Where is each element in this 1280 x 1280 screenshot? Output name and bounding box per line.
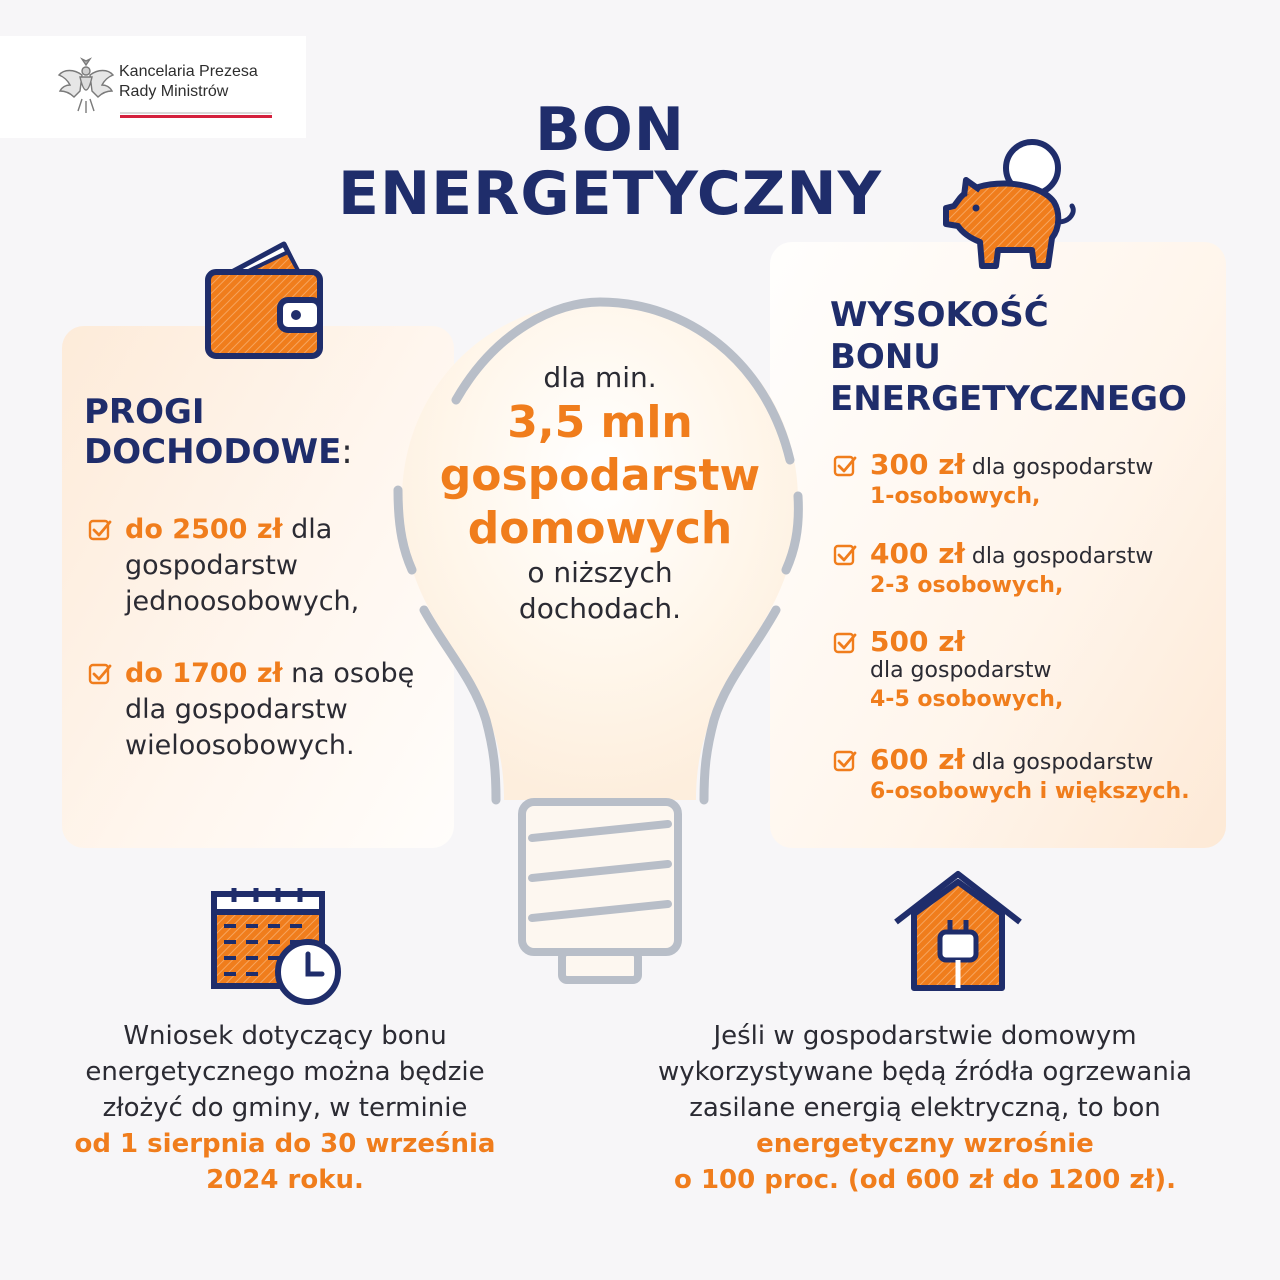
threshold-text-line-2: gospodarstw (125, 550, 298, 581)
bonus-amount-heading (830, 294, 1187, 420)
list-item (125, 656, 414, 764)
threshold-amount: do 2500 zł (125, 514, 283, 545)
list-item (870, 450, 1153, 511)
bonus-text: dla gospodarstw (971, 544, 1154, 569)
heating-line-1: Jeśli w gospodarstwie domowym (713, 1021, 1137, 1051)
heading-line-2: DOCHODOWE (84, 432, 342, 472)
checkbox-icon (833, 749, 857, 773)
heading-line-1: WYSOKOŚĆ (830, 295, 1049, 335)
eagle-emblem-icon (56, 55, 116, 117)
bonus-text: dla gospodarstw (870, 658, 1052, 683)
heating-line-5: o 100 proc. (od 600 zł do 1200 zł). (674, 1165, 1176, 1195)
income-thresholds-heading (84, 392, 353, 472)
threshold-text-line-3: jednoosobowych, (125, 586, 360, 617)
deadline-year: 2024 roku. (206, 1165, 364, 1195)
list-item (870, 539, 1153, 600)
bonus-amount: 500 zł (870, 625, 965, 658)
heating-line-3: zasilane energią elektryczną, to bon (689, 1093, 1161, 1123)
deadline-line-1: Wniosek dotyczący bonu (123, 1021, 447, 1051)
logo-line-1: Kancelaria Prezesa (119, 63, 258, 80)
bulb-line-2: 3,5 mln (507, 397, 693, 448)
threshold-text: na osobę (282, 658, 415, 689)
wallet-icon (200, 236, 330, 362)
bonus-text: dla gospodarstw (971, 750, 1154, 775)
threshold-amount: do 1700 zł (125, 658, 283, 689)
bonus-household-size: 6-osobowych i większych. (870, 779, 1190, 804)
bulb-line-6: dochodach. (518, 592, 682, 625)
checkbox-icon (833, 454, 857, 478)
deadline-line-2: energetycznego można będzie (85, 1057, 485, 1087)
bulb-line-5: o niższych (527, 556, 673, 589)
list-item (870, 627, 1063, 714)
heating-line-4: energetyczny wzrośnie (756, 1129, 1094, 1159)
bonus-household-size: 1-osobowych, (870, 484, 1041, 509)
checkbox-icon (833, 631, 857, 655)
bonus-household-size: 2-3 osobowych, (870, 573, 1064, 598)
checkbox-icon (88, 518, 112, 542)
piggy-bank-icon (936, 138, 1086, 272)
deadline-dates: od 1 sierpnia do 30 września (74, 1129, 496, 1159)
heading-colon: : (341, 432, 353, 472)
deadline-line-3: złożyć do gminy, w terminie (102, 1093, 468, 1123)
bonus-amount: 600 zł (870, 743, 965, 776)
title-line-1: BON (535, 95, 685, 165)
households-count (420, 360, 780, 627)
threshold-text-line-2: dla gospodarstw (125, 694, 348, 725)
checkbox-icon (88, 662, 112, 686)
threshold-text-line-3: wieloosobowych. (125, 730, 355, 761)
list-item (870, 745, 1190, 806)
bonus-amount: 400 zł (870, 537, 965, 570)
bonus-amount: 300 zł (870, 448, 965, 481)
logo-text (119, 62, 258, 102)
electric-heating-text (600, 1018, 1250, 1198)
logo-line-2: Rady Ministrów (119, 83, 229, 100)
threshold-text: dla (282, 514, 333, 545)
logo-flag-stripe (120, 112, 272, 118)
heading-line-1: PROGI (84, 392, 205, 432)
bulb-line-4: domowych (467, 503, 733, 554)
heading-line-2: BONU (830, 337, 941, 377)
heating-line-2: wykorzystywane będą źródła ogrzewania (657, 1057, 1192, 1087)
bonus-text: dla gospodarstw (971, 455, 1154, 480)
bulb-line-3: gospodarstw (439, 450, 761, 501)
bonus-household-size: 4-5 osobowych, (870, 687, 1064, 712)
application-deadline-text (40, 1018, 530, 1198)
bulb-line-1: dla min. (543, 361, 657, 394)
clock-icon (278, 942, 338, 1002)
page-title (320, 95, 900, 229)
house-plug-icon (892, 868, 1024, 992)
heading-line-3: ENERGETYCZNEGO (830, 379, 1187, 419)
list-item (125, 512, 359, 620)
checkbox-icon (833, 543, 857, 567)
calendar-icon (206, 884, 346, 1008)
title-line-2: ENERGETYCZNY (337, 159, 883, 229)
